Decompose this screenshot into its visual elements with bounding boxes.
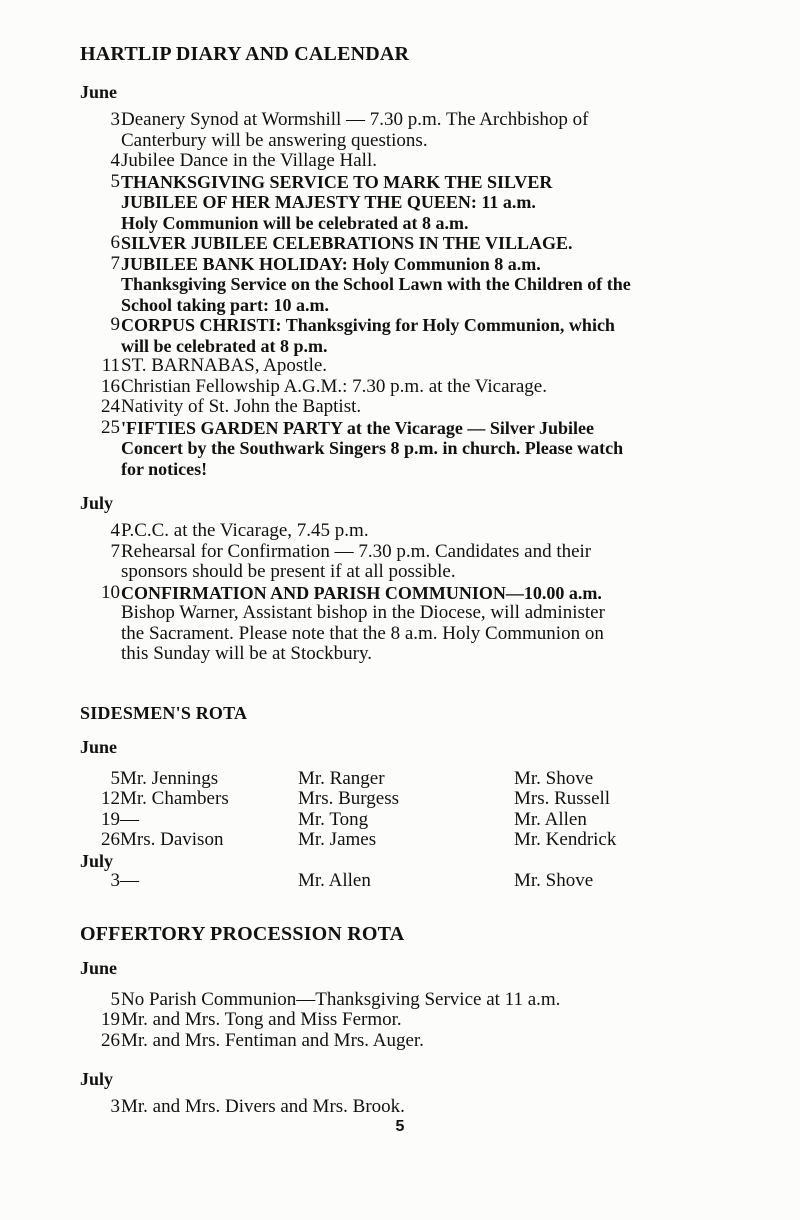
entry-day-number: 5 bbox=[110, 988, 120, 1010]
entry-day-number: 7 bbox=[110, 252, 120, 274]
sidesmen-title: SIDESMEN'S ROTA bbox=[80, 702, 248, 723]
entry-line: sponsors should be present if at all possible. bbox=[121, 561, 456, 582]
entry-line: THANKSGIVING SERVICE TO MARK THE SILVER bbox=[121, 171, 553, 192]
entry-day bbox=[80, 151, 120, 172]
entry-day bbox=[80, 356, 120, 377]
entry-line: Rehearsal for Confirmation — 7.30 p.m. Candidates and their bbox=[121, 540, 592, 562]
rota-cell-c1: — bbox=[120, 870, 139, 891]
entry-day bbox=[80, 542, 120, 583]
entry-day bbox=[80, 418, 120, 480]
diary-entry bbox=[80, 542, 708, 583]
sidesmen-june-label: June bbox=[80, 736, 118, 757]
rota-cell-day: 3 bbox=[110, 870, 120, 891]
entry-day bbox=[80, 377, 120, 398]
entry-text: Mr. and Mrs. Fentiman and Mrs. Auger. bbox=[121, 1029, 424, 1051]
rota-cell-c3: Mr. Shove bbox=[514, 870, 594, 891]
entry-text bbox=[120, 418, 708, 480]
entry-line: Nativity of St. John the Baptist. bbox=[121, 396, 362, 417]
rota-cell-day: 5 bbox=[110, 767, 120, 789]
rota-cell-c2: Mr. Tong bbox=[298, 808, 369, 830]
entry-text bbox=[120, 110, 708, 151]
diary-entry bbox=[80, 397, 708, 418]
offertory-entry bbox=[80, 1010, 708, 1031]
rota-cell-day: 12 bbox=[101, 788, 120, 809]
entry-day bbox=[80, 172, 120, 234]
sidesmen-july-label: July bbox=[80, 850, 114, 871]
entry-day-number: 10 bbox=[101, 581, 120, 603]
entry-line: the Sacrament. Please note that the 8 a.m. Holy Communion on bbox=[121, 622, 604, 644]
entry-day-number: 26 bbox=[101, 1029, 120, 1051]
entry-day bbox=[80, 397, 120, 418]
entry-text bbox=[120, 315, 708, 356]
rota-cell-day: 26 bbox=[101, 829, 120, 850]
rota-cell-day: 19 bbox=[101, 808, 120, 830]
diary-entry bbox=[80, 583, 708, 665]
entry-text bbox=[120, 356, 708, 377]
rota-cell-c1: Mrs. Davison bbox=[120, 829, 224, 850]
entry-text bbox=[120, 233, 708, 254]
entry-text: Mr. and Mrs. Tong and Miss Fermor. bbox=[121, 1009, 402, 1030]
entry-line: CONFIRMATION AND PARISH COMMUNION—10.00 a.m. bbox=[121, 582, 602, 603]
entry-text: Mr. and Mrs. Divers and Mrs. Brook. bbox=[121, 1096, 405, 1117]
diary-june-list bbox=[80, 110, 708, 479]
entry-line: Jubilee Dance in the Village Hall. bbox=[121, 150, 377, 171]
entry-day bbox=[80, 110, 120, 151]
entry-day-number: 16 bbox=[101, 375, 120, 397]
entry-day bbox=[80, 1010, 120, 1031]
offertory-june-label: June bbox=[80, 957, 118, 978]
rota-cell-c3: Mr. Shove bbox=[514, 767, 594, 789]
diary-entry bbox=[80, 172, 708, 234]
entry-line: School taking part: 10 a.m. bbox=[121, 294, 330, 315]
diary-entry bbox=[80, 151, 708, 172]
entry-line: Holy Communion will be celebrated at 8 a.m. bbox=[121, 212, 469, 233]
entry-day-number: 25 bbox=[101, 416, 120, 438]
entry-text bbox=[120, 521, 708, 542]
rota-row bbox=[80, 871, 708, 892]
entry-day-number: 19 bbox=[101, 1009, 120, 1030]
entry-day bbox=[80, 233, 120, 254]
diary-entry bbox=[80, 254, 708, 316]
rota-cell-c1: Mr. Chambers bbox=[120, 788, 229, 809]
entry-line: this Sunday will be at Stockbury. bbox=[121, 643, 373, 664]
offertory-june-list bbox=[80, 990, 708, 1052]
entry-day-number: 24 bbox=[101, 396, 120, 417]
diary-july-list bbox=[80, 521, 708, 665]
entry-day-number: 6 bbox=[110, 232, 120, 253]
offertory-entry bbox=[80, 990, 708, 1011]
entry-line: 'FIFTIES GARDEN PARTY at the Vicarage — Silver Jubilee bbox=[121, 417, 595, 438]
diary-july-label: July bbox=[80, 493, 114, 513]
rota-cell-c3: Mrs. Russell bbox=[514, 788, 611, 809]
diary-entry bbox=[80, 418, 708, 480]
entry-day-number: 11 bbox=[101, 355, 120, 376]
rota-cell-c3: Mr. Kendrick bbox=[514, 829, 617, 850]
entry-day bbox=[80, 1031, 120, 1052]
rota-cell-c2: Mr. James bbox=[298, 829, 377, 850]
rota-row bbox=[80, 810, 708, 831]
rota-cell-c2: Mr. Allen bbox=[298, 870, 371, 891]
diary-entry bbox=[80, 110, 708, 151]
entry-line: Concert by the Southwark Singers 8 p.m. in church. Please watch bbox=[121, 438, 624, 458]
diary-entry bbox=[80, 233, 708, 254]
diary-june-label: June bbox=[80, 82, 118, 102]
entry-day-number: 7 bbox=[110, 540, 120, 562]
page-number: 5 bbox=[395, 1118, 405, 1135]
entry-line: Bishop Warner, Assistant bishop in the Diocese, will administer bbox=[121, 602, 605, 623]
entry-day bbox=[80, 254, 120, 316]
entry-day-number: 3 bbox=[110, 1096, 120, 1117]
rota-cell-c2: Mrs. Burgess bbox=[298, 788, 399, 809]
entry-line: SILVER JUBILEE CELEBRATIONS IN THE VILLAGE. bbox=[121, 233, 573, 253]
entry-text bbox=[120, 583, 708, 665]
entry-line: Canterbury will be answering questions. bbox=[121, 129, 428, 151]
rota-row bbox=[80, 830, 708, 851]
offertory-july-label: July bbox=[80, 1069, 114, 1089]
sidesmen-july-table bbox=[80, 871, 708, 892]
entry-day-number: 3 bbox=[110, 109, 120, 130]
diary-title: HARTLIP DIARY AND CALENDAR bbox=[80, 43, 410, 65]
entry-line: Deanery Synod at Wormshill — 7.30 p.m. The Archbishop of bbox=[121, 109, 589, 130]
rota-row bbox=[80, 769, 708, 790]
entry-text bbox=[120, 254, 708, 316]
entry-line: JUBILEE OF HER MAJESTY THE QUEEN: 11 a.m. bbox=[121, 192, 536, 212]
entry-day bbox=[80, 1097, 120, 1118]
entry-day bbox=[80, 521, 120, 542]
entry-day-number: 4 bbox=[110, 150, 120, 171]
entry-text bbox=[120, 172, 708, 234]
rota-cell-c2: Mr. Ranger bbox=[298, 767, 385, 789]
rota-cell-c3: Mr. Allen bbox=[514, 808, 587, 830]
offertory-july-list bbox=[80, 1097, 708, 1118]
entry-line: Christian Fellowship A.G.M.: 7.30 p.m. at the Vicarage. bbox=[121, 375, 547, 397]
entry-text bbox=[120, 151, 708, 172]
diary-entry bbox=[80, 521, 708, 542]
entry-line: Thanksgiving Service on the School Lawn with the Children of the bbox=[121, 274, 631, 294]
entry-text bbox=[120, 397, 708, 418]
entry-line: ST. BARNABAS, Apostle. bbox=[121, 355, 328, 376]
entry-line: will be celebrated at 8 p.m. bbox=[121, 335, 328, 356]
page bbox=[80, 40, 708, 1118]
entry-line: for notices! bbox=[121, 458, 208, 479]
entry-day-number: 9 bbox=[110, 314, 120, 335]
entry-day bbox=[80, 990, 120, 1011]
rota-cell-c1: Mr. Jennings bbox=[120, 767, 219, 789]
entry-day-number: 5 bbox=[110, 170, 120, 192]
entry-line: JUBILEE BANK HOLIDAY: Holy Communion 8 a.m. bbox=[121, 253, 541, 274]
entry-day bbox=[80, 315, 120, 356]
rota-row bbox=[80, 789, 708, 810]
offertory-entry bbox=[80, 1097, 708, 1118]
entry-day-number: 4 bbox=[110, 520, 120, 541]
offertory-entry bbox=[80, 1031, 708, 1052]
entry-line: P.C.C. at the Vicarage, 7.45 p.m. bbox=[121, 520, 369, 541]
entry-text bbox=[120, 377, 708, 398]
diary-entry bbox=[80, 377, 708, 398]
sidesmen-june-table bbox=[80, 769, 708, 851]
entry-text: No Parish Communion—Thanksgiving Service at 11 a.m. bbox=[121, 988, 561, 1010]
entry-text bbox=[120, 542, 708, 583]
diary-entry bbox=[80, 315, 708, 356]
offertory-title: OFFERTORY PROCESSION ROTA bbox=[80, 922, 405, 945]
rota-cell-c1: — bbox=[120, 808, 139, 830]
diary-entry bbox=[80, 356, 708, 377]
entry-day bbox=[80, 583, 120, 665]
entry-line: CORPUS CHRISTI: Thanksgiving for Holy Communion, which bbox=[121, 315, 615, 335]
